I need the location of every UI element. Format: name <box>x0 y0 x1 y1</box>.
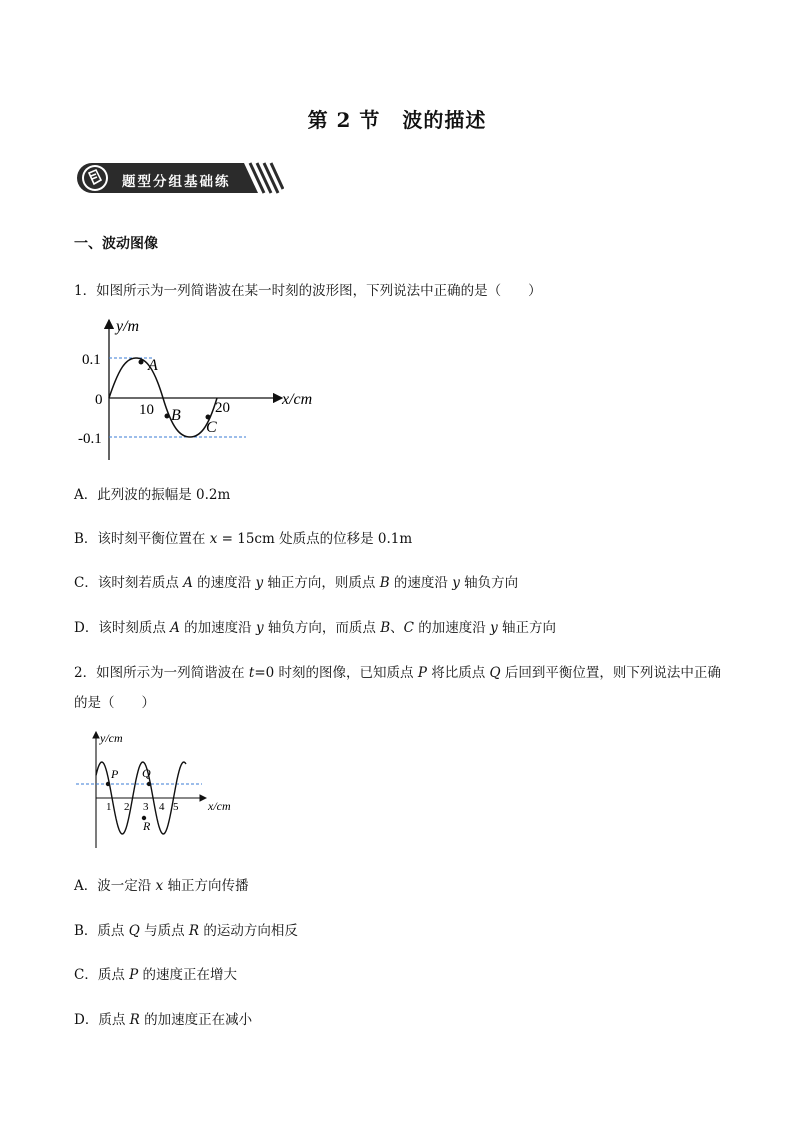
x-tick-20: 20 <box>215 400 230 416</box>
banner-label: 题型分组基础练 <box>122 174 231 190</box>
y-tick-top: 0.1 <box>82 352 101 368</box>
question-1-stem: 1．如图所示为一列简谐波在某一时刻的波形图，下列说法中正确的是（ ） <box>74 283 542 299</box>
x-axis-label: x/cm <box>208 799 231 813</box>
y-tick-zero: 0 <box>95 392 103 408</box>
page-title <box>0 104 794 133</box>
q2-option-a: A．波一定沿 x 轴正方向传播 <box>74 878 249 894</box>
q1-option-b: B．该时刻平衡位置在 x = 15cm 处质点的位移是 0.1m <box>74 531 413 547</box>
x-axis-label: x/cm <box>282 391 313 408</box>
question-2-stem-line1: 2．如图所示为一列简谐波在 t=0 时刻的图像，已知质点 P 将比质点 Q 后回到平衡位置，则下列说法中正确 <box>74 665 721 681</box>
point-q-label: Q <box>142 766 151 780</box>
point-c-label: C <box>206 419 217 436</box>
q2-option-b: B．质点 Q 与质点 R 的运动方向相反 <box>74 923 298 939</box>
point-b-marker <box>165 414 170 419</box>
point-r-label: R <box>143 819 151 833</box>
x-tick-5: 5 <box>173 801 179 813</box>
q2-waveform-figure <box>74 728 244 853</box>
q1-option-d: D．该时刻质点 A 的加速度沿 y 轴负方向，而质点 B、C 的加速度沿 y 轴正方向 <box>74 620 556 636</box>
chapter-number: 第 2 节 <box>307 108 381 132</box>
section-banner <box>74 160 284 200</box>
x-tick-3: 3 <box>143 801 149 813</box>
point-a-label: A <box>148 357 158 374</box>
point-b-label: B <box>171 407 181 424</box>
chapter-name: 波的描述 <box>402 108 487 132</box>
point-p-marker <box>106 782 110 786</box>
x-tick-10: 10 <box>139 402 154 418</box>
point-p-label: P <box>111 767 119 781</box>
point-a-marker <box>139 360 144 365</box>
y-axis-label: y/m <box>116 318 140 335</box>
section-heading: 一、波动图像 <box>74 236 158 252</box>
x-tick-4: 4 <box>159 801 165 813</box>
question-2-stem-line2: 的是（ ） <box>74 695 155 711</box>
y-tick-bottom: -0.1 <box>78 431 102 447</box>
point-q-marker <box>147 782 151 786</box>
q1-option-a: A．此列波的振幅是 0.2m <box>74 487 231 503</box>
q1-waveform-figure <box>74 312 324 467</box>
q2-option-d: D．质点 R 的加速度正在减小 <box>74 1012 253 1028</box>
x-tick-1: 1 <box>106 801 112 813</box>
q2-option-c: C．质点 P 的速度正在增大 <box>74 967 238 983</box>
x-tick-2: 2 <box>124 801 130 813</box>
q1-option-c: C．该时刻若质点 A 的速度沿 y 轴正方向，则质点 B 的速度沿 y 轴负方向 <box>74 575 519 591</box>
y-axis-label: y/cm <box>100 731 123 745</box>
